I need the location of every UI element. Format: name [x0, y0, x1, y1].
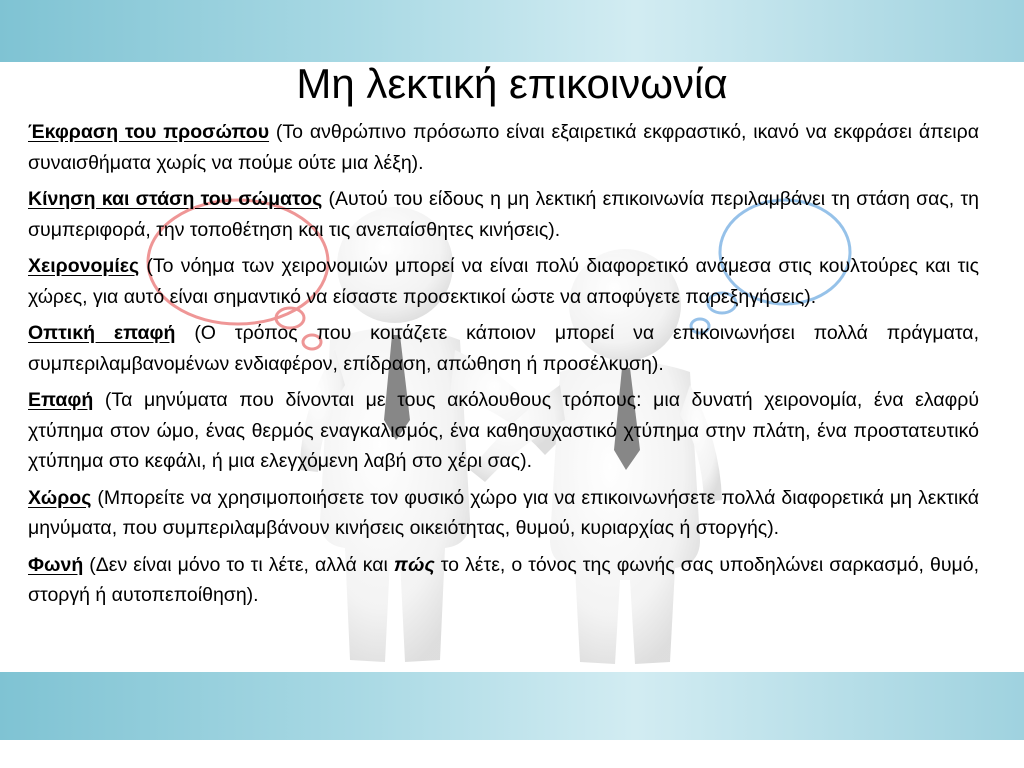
term-eye-contact: Οπτική επαφή: [28, 322, 176, 344]
desc-voice-part2: το λέτε, ο τόνος της φωνής σας υποδηλώνει σαρκασμό, θυμό, στοργή ή αυτοπεποίθηση).: [28, 553, 979, 606]
term-touch: Επαφή: [28, 389, 94, 411]
slide-title: Μη λεκτική επικοινωνία: [296, 60, 728, 107]
paragraph-body-movement: [28, 184, 979, 245]
desc-space: (Μπορείτε να χρησιμοποιήσετε τον φυσικό χώρο για να επικοινωνήσετε πολλά διαφορετικά μη λεκτικά μηνύματα, που συμπεριλαμβάνουν κινήσεις οικειότητας, θυμού, κυριαρχίας ή στοργής).: [28, 486, 979, 539]
desc-voice-part1: (Δεν είναι μόνο το τι λέτε, αλλά και: [83, 553, 394, 576]
paragraph-gestures: [28, 251, 979, 312]
paragraph-facial-expression: [28, 117, 979, 178]
paragraph-voice: [28, 550, 979, 611]
term-facial-expression: Έκφραση του προσώπου: [28, 121, 270, 143]
paragraph-space: [28, 483, 979, 544]
desc-facial-expression: (Το ανθρώπινο πρόσωπο είναι εξαιρετικά εκφραστικό, ικανό να εκφράσει άπειρα συναισθήματα χωρίς να πούμε ούτε μια λέξη).: [28, 121, 979, 174]
desc-gestures: (Το νόημα των χειρονομιών μπορεί να είναι πολύ διαφορετικό ανάμεσα στις κουλτούρες και τις χώρες, για αυτό είναι σημαντικό να είσαστε προσεκτικοί ώστε να αποφύγετε παρεξηγήσεις).: [28, 255, 979, 308]
paragraph-eye-contact: [28, 318, 979, 379]
paragraph-touch: [28, 385, 979, 477]
desc-body-movement: (Αυτού του είδους η μη λεκτική επικοινωνία περιλαμβάνει τη στάση σας, τη συμπεριφορά, την τοποθέτηση και τις ανεπαίσθητες κινήσεις).: [28, 188, 979, 241]
desc-eye-contact: (Ο τρόπος που κοιτάζετε κάποιον μπορεί να επικοινωνήσει πολλά πράγματα, συμπεριλαμβανομένων ενδιαφέρον, επίδραση, απώθηση ή προσέλκυση).: [28, 322, 979, 375]
emphasis-how: πώς: [393, 553, 435, 576]
term-space: Χώρος: [28, 486, 92, 509]
term-body-movement: Κίνηση και στάση του σώματος: [28, 188, 323, 210]
term-gestures: Χειρονομίες: [28, 255, 140, 277]
term-voice: Φωνή: [28, 553, 84, 576]
slide-content: [28, 117, 979, 617]
desc-touch: (Τα μηνύματα που δίνονται με τους ακόλουθους τρόπους: μια δυνατή χειρονομία, ένα ελαφρύ χτύπημα στον ώμο, ένας θερμός εναγκαλισμός, ένα καθησυχαστικό χτύπημα στην πλάτη, ένα προστατευτικό χτύπημα στο κεφάλι, ή μια ελεγχόμενη λαβή στο χέρι σας).: [28, 389, 979, 472]
